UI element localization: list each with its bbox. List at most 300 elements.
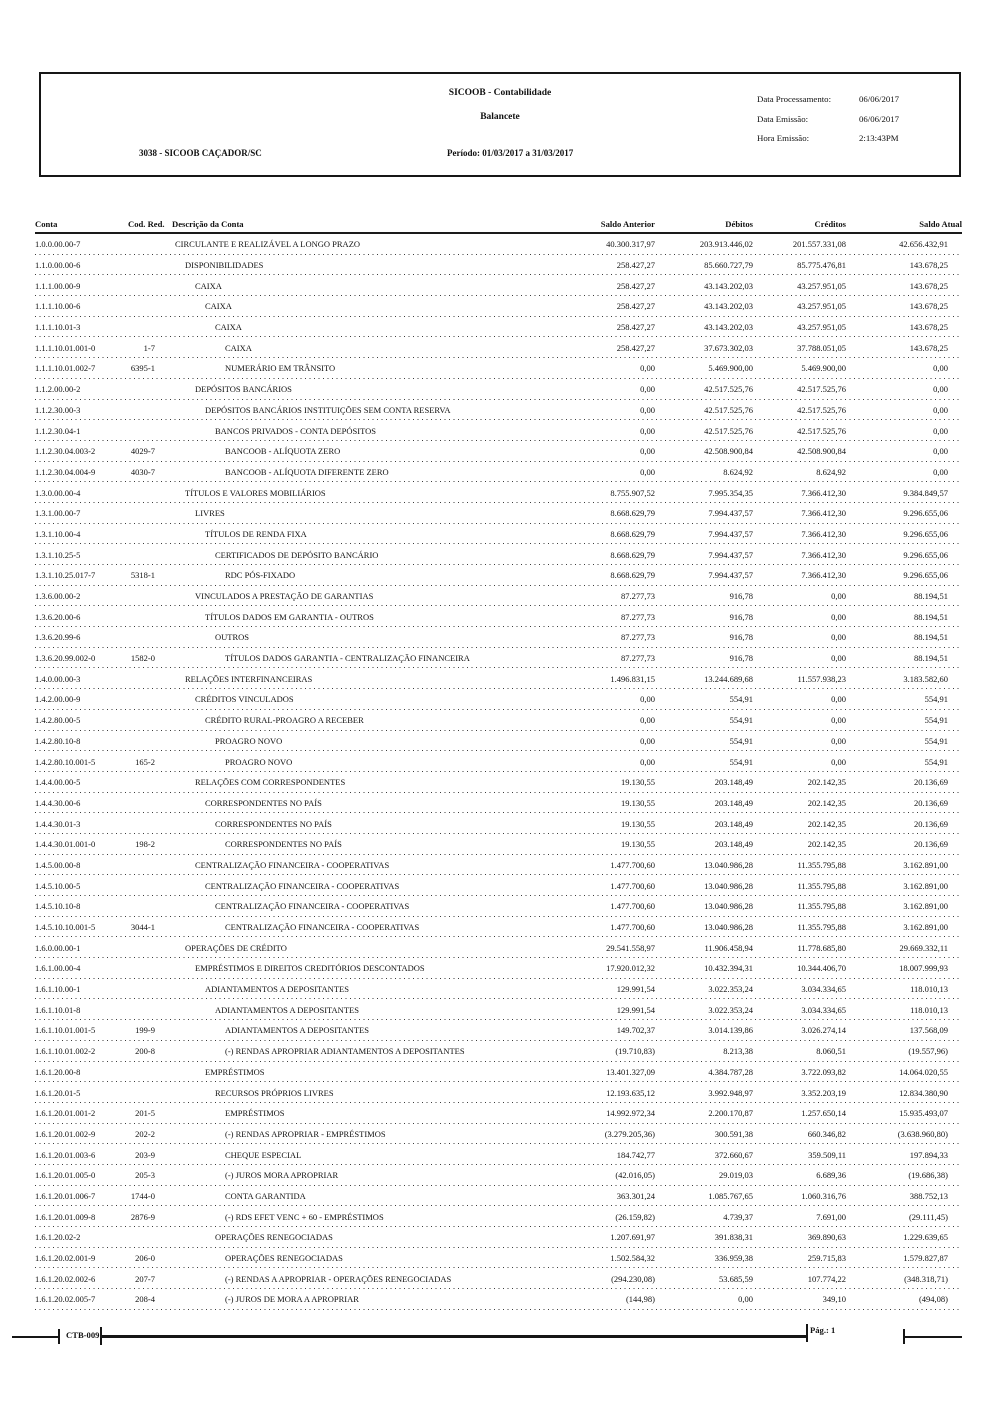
- account-code-cell: 1.1.2.30.04.003-2: [35, 446, 96, 457]
- saldo-atual-cell: 0,00: [933, 404, 948, 415]
- saldo-anterior-cell: 0,00: [640, 384, 655, 395]
- creditos-cell: 259.715,83: [807, 1253, 846, 1264]
- table-row: [35, 875, 962, 896]
- saldo-anterior-cell: 8.668.629,79: [610, 570, 655, 581]
- table-row: [35, 793, 962, 814]
- creditos-cell: 0,00: [831, 756, 846, 767]
- reduced-code-cell: 208-4: [135, 1294, 155, 1305]
- accounts-table: [35, 213, 962, 1310]
- debitos-cell: 3.022.353,24: [708, 984, 753, 995]
- table-row: [35, 1206, 962, 1227]
- creditos-cell: 202.142,35: [807, 777, 846, 788]
- creditos-cell: 0,00: [831, 715, 846, 726]
- saldo-anterior-cell: 1.496.831,15: [610, 673, 655, 684]
- debitos-cell: 916,78: [729, 611, 753, 622]
- table-row: [35, 565, 962, 586]
- description-cell: BANCOS PRIVADOS - CONTA DEPÓSITOS: [215, 425, 377, 436]
- saldo-atual-cell: 88.194,51: [914, 611, 948, 622]
- debitos-cell: 203.913.446,02: [699, 239, 753, 250]
- debitos-cell: 1.085.767,65: [708, 1190, 753, 1201]
- account-code-cell: 1.1.0.00.00-6: [35, 260, 81, 271]
- account-code-cell: 1.1.2.00.00-2: [35, 384, 81, 395]
- account-code-cell: 1.6.1.10.00-1: [35, 984, 81, 995]
- creditos-cell: 369.890,63: [807, 1232, 846, 1243]
- table-row: [35, 503, 962, 524]
- debitos-cell: 3.022.353,24: [708, 1004, 753, 1015]
- saldo-atual-cell: 9.296.655,06: [903, 570, 948, 581]
- saldo-atual-cell: 20.136,69: [914, 839, 948, 850]
- description-cell: OPERAÇÕES DE CRÉDITO: [185, 942, 287, 953]
- description-cell: EMPRÉSTIMOS: [225, 1108, 285, 1119]
- table-row: [35, 1082, 962, 1103]
- account-code-cell: 1.4.2.80.10.001-5: [35, 756, 96, 767]
- saldo-atual-cell: 143.678,25: [909, 301, 948, 312]
- table-row: [35, 1124, 962, 1145]
- reduced-code-cell: 4029-7: [130, 446, 155, 457]
- creditos-cell: 11.778.685,80: [797, 942, 846, 953]
- saldo-anterior-cell: 8.668.629,79: [610, 528, 655, 539]
- saldo-anterior-cell: 1.207.691,97: [610, 1232, 655, 1243]
- saldo-atual-cell: 88.194,51: [914, 591, 948, 602]
- report-subtitle: Balancete: [480, 112, 520, 122]
- debitos-cell: 4.384.787,28: [708, 1066, 753, 1077]
- saldo-atual-cell: (494,08): [918, 1294, 948, 1305]
- saldo-anterior-cell: 0,00: [640, 466, 655, 477]
- saldo-anterior-cell: 258.427,27: [616, 280, 655, 291]
- creditos-cell: 43.257.951,05: [797, 322, 846, 333]
- account-code-cell: 1.4.0.00.00-3: [35, 673, 81, 684]
- table-row: [35, 751, 962, 772]
- table-row: [35, 731, 962, 752]
- account-code-cell: 1.6.1.10.01-8: [35, 1004, 81, 1015]
- description-cell: EMPRÉSTIMOS E DIREITOS CREDITÓRIOS DESCONTADOS: [195, 963, 425, 974]
- table-row: [35, 255, 962, 276]
- saldo-anterior-cell: 129.991,54: [616, 984, 655, 995]
- saldo-anterior-cell: (294.230,08): [611, 1273, 655, 1284]
- saldo-atual-cell: 554,91: [924, 756, 948, 767]
- table-row: [35, 710, 962, 731]
- reduced-code-cell: 207-7: [135, 1273, 155, 1284]
- saldo-anterior-cell: 0,00: [640, 735, 655, 746]
- saldo-atual-cell: 197.894,33: [909, 1149, 948, 1160]
- entity-name: 3038 - SICOOB CAÇADOR/SC: [139, 148, 262, 158]
- footer-page-bar: [806, 1324, 808, 1342]
- description-cell: (-) JUROS MORA APROPRIAR: [225, 1170, 339, 1181]
- table-row: [35, 1165, 962, 1186]
- saldo-anterior-cell: 40.300.317,97: [606, 239, 655, 250]
- account-code-cell: 1.4.4.30.01-3: [35, 818, 81, 829]
- table-row: [35, 400, 962, 421]
- debitos-cell: 43.143.202,03: [704, 301, 753, 312]
- creditos-cell: 0,00: [831, 632, 846, 643]
- creditos-cell: 1.257.650,14: [801, 1108, 846, 1119]
- saldo-anterior-cell: 184.742,77: [616, 1149, 655, 1160]
- description-cell: CIRCULANTE E REALIZÁVEL A LONGO PRAZO: [175, 239, 361, 250]
- saldo-anterior-cell: 87.277,73: [621, 591, 655, 602]
- account-code-cell: 1.4.5.00.00-8: [35, 859, 81, 870]
- account-code-cell: 1.6.1.20.01.001-2: [35, 1108, 96, 1119]
- debitos-cell: 13.244.689,68: [704, 673, 753, 684]
- account-code-cell: 1.1.2.30.04.004-9: [35, 466, 96, 477]
- saldo-atual-cell: 9.296.655,06: [903, 528, 948, 539]
- description-cell: CORRESPONDENTES NO PAÍS: [215, 818, 332, 829]
- saldo-anterior-cell: 17.920.012,32: [606, 963, 655, 974]
- page-number-label: Pág.: 1: [810, 1325, 836, 1335]
- footer-main-line: [100, 1335, 806, 1338]
- table-row: [35, 689, 962, 710]
- saldo-anterior-cell: (26.159,82): [615, 1211, 655, 1222]
- debitos-cell: 203.148,49: [714, 818, 753, 829]
- description-cell: CENTRALIZAÇÃO FINANCEIRA - COOPERATIVAS: [225, 922, 420, 933]
- table-row: [35, 834, 962, 855]
- debitos-cell: 336.959,38: [714, 1253, 753, 1264]
- account-code-cell: 1.6.1.20.02.002-6: [35, 1273, 96, 1284]
- debitos-cell: 11.906.458,94: [704, 942, 753, 953]
- reduced-code-cell: 206-0: [135, 1253, 155, 1264]
- saldo-anterior-cell: 1.477.700,60: [610, 859, 655, 870]
- description-cell: DEPÓSITOS BANCÁRIOS: [195, 384, 292, 395]
- creditos-cell: 3.722.093,82: [801, 1066, 846, 1077]
- account-code-cell: 1.6.1.20.02-2: [35, 1232, 81, 1243]
- creditos-cell: 6.689,36: [816, 1170, 846, 1181]
- column-header-creditos: Créditos: [814, 219, 846, 229]
- saldo-atual-cell: 9.296.655,06: [903, 549, 948, 560]
- account-code-cell: 1.6.1.00.00-4: [35, 963, 81, 974]
- reduced-code-cell: 3044-1: [130, 922, 155, 933]
- description-cell: CHEQUE ESPECIAL: [225, 1149, 302, 1160]
- table-row: [35, 772, 962, 793]
- description-cell: (-) RENDAS A APROPRIAR - OPERAÇÕES RENEGOCIADAS: [225, 1273, 452, 1284]
- debitos-cell: 4.739,37: [723, 1211, 753, 1222]
- reduced-code-cell: 165-2: [135, 756, 155, 767]
- table-row: [35, 1041, 962, 1062]
- account-code-cell: 1.6.1.20.01.009-8: [35, 1211, 96, 1222]
- debitos-cell: 85.660.727,79: [704, 260, 753, 271]
- table-row: [35, 234, 962, 255]
- description-cell: CAIXA: [205, 301, 232, 312]
- saldo-anterior-cell: 8.668.629,79: [610, 549, 655, 560]
- table-row: [35, 917, 962, 938]
- saldo-anterior-cell: 14.992.972,34: [606, 1108, 655, 1119]
- account-code-cell: 1.1.1.10.00-6: [35, 301, 81, 312]
- creditos-cell: 7.691,00: [816, 1211, 846, 1222]
- saldo-atual-cell: 0,00: [933, 425, 948, 436]
- saldo-atual-cell: 20.136,69: [914, 818, 948, 829]
- description-cell: PROAGRO NOVO: [215, 735, 283, 746]
- description-cell: BANCOOB - ALÍQUOTA DIFERENTE ZERO: [225, 466, 389, 477]
- saldo-anterior-cell: (19.710,83): [615, 1046, 655, 1057]
- saldo-atual-cell: 15.935.493,07: [899, 1108, 948, 1119]
- account-code-cell: 1.4.5.10.10.001-5: [35, 922, 96, 933]
- description-cell: TÍTULOS E VALORES MOBILIÁRIOS: [185, 487, 326, 498]
- table-row: [35, 1268, 962, 1289]
- description-cell: EMPRÉSTIMOS: [205, 1066, 265, 1077]
- description-cell: CORRESPONDENTES NO PAÍS: [225, 839, 342, 850]
- description-cell: RELAÇÕES COM CORRESPONDENTES: [195, 777, 346, 788]
- table-row: [35, 1020, 962, 1041]
- table-row: [35, 999, 962, 1020]
- saldo-anterior-cell: 363.301,24: [616, 1190, 655, 1201]
- debitos-cell: 53.685,59: [719, 1273, 753, 1284]
- description-cell: BANCOOB - ALÍQUOTA ZERO: [225, 446, 341, 457]
- meta-label: Hora Emissão:: [757, 133, 810, 143]
- debitos-cell: 8.213,38: [723, 1046, 753, 1057]
- account-code-cell: 1.6.0.00.00-1: [35, 942, 81, 953]
- description-cell: RDC PÓS-FIXADO: [225, 570, 296, 581]
- table-row: [35, 544, 962, 565]
- creditos-cell: 202.142,35: [807, 797, 846, 808]
- table-row: [35, 668, 962, 689]
- saldo-atual-cell: 14.064.020,55: [899, 1066, 948, 1077]
- table-row: [35, 1289, 962, 1310]
- table-row: [35, 1144, 962, 1165]
- creditos-cell: 11.355.795,88: [797, 901, 846, 912]
- report-meta: [757, 94, 957, 153]
- doc-code-label: CTB-009: [66, 1330, 100, 1340]
- description-cell: LIVRES: [195, 508, 225, 519]
- description-cell: (-) RDS EFET VENC + 60 - EMPRÉSTIMOS: [225, 1211, 384, 1222]
- saldo-atual-cell: 29.669.332,11: [899, 942, 948, 953]
- column-header-saldo-anterior: Saldo Anterior: [600, 219, 655, 229]
- saldo-anterior-cell: 1.477.700,60: [610, 880, 655, 891]
- saldo-anterior-cell: (3.279.205,36): [604, 1128, 655, 1139]
- saldo-atual-cell: 554,91: [924, 694, 948, 705]
- account-code-cell: 1.3.6.00.00-2: [35, 591, 81, 602]
- table-header-row: [35, 213, 962, 234]
- saldo-anterior-cell: 87.277,73: [621, 653, 655, 664]
- account-code-cell: 1.4.5.10.00-5: [35, 880, 81, 891]
- debitos-cell: 7.994.437,57: [708, 570, 753, 581]
- saldo-atual-cell: (19.686,38): [908, 1170, 948, 1181]
- table-row: [35, 627, 962, 648]
- footer-right-line: [903, 1336, 962, 1338]
- saldo-atual-cell: 9.296.655,06: [903, 508, 948, 519]
- creditos-cell: 359.509,11: [808, 1149, 846, 1160]
- saldo-anterior-cell: 19.130,55: [621, 839, 655, 850]
- description-cell: DISPONIBILIDADES: [185, 260, 264, 271]
- saldo-anterior-cell: 129.991,54: [616, 1004, 655, 1015]
- debitos-cell: 13.040.986,28: [704, 880, 753, 891]
- meta-row-emission-date: [757, 114, 957, 124]
- creditos-cell: 11.355.795,88: [797, 922, 846, 933]
- creditos-cell: 43.257.951,05: [797, 301, 846, 312]
- debitos-cell: 0,00: [738, 1294, 753, 1305]
- creditos-cell: 107.774,22: [807, 1273, 846, 1284]
- table-row: [35, 1103, 962, 1124]
- saldo-atual-cell: (29.111,45): [908, 1211, 948, 1222]
- debitos-cell: 42.517.525,76: [704, 425, 753, 436]
- account-code-cell: 1.4.2.80.00-5: [35, 715, 81, 726]
- description-cell: CRÉDITOS VINCULADOS: [195, 694, 294, 705]
- account-code-cell: 1.1.2.30.04-1: [35, 425, 81, 436]
- column-header-cod-red: Cod. Red.: [128, 219, 165, 229]
- table-row: [35, 1248, 962, 1269]
- table-row: [35, 813, 962, 834]
- saldo-atual-cell: 388.752,13: [909, 1190, 948, 1201]
- saldo-atual-cell: 0,00: [933, 446, 948, 457]
- table-row: [35, 648, 962, 669]
- debitos-cell: 916,78: [729, 653, 753, 664]
- saldo-anterior-cell: 8.668.629,79: [610, 508, 655, 519]
- debitos-cell: 43.143.202,03: [704, 322, 753, 333]
- table-row: [35, 1227, 962, 1248]
- account-code-cell: 1.6.1.20.01-5: [35, 1087, 81, 1098]
- creditos-cell: 7.366.412,30: [801, 528, 846, 539]
- account-code-cell: 1.6.1.20.02.005-7: [35, 1294, 96, 1305]
- description-cell: (-) JUROS DE MORA A APROPRIAR: [225, 1294, 359, 1305]
- creditos-cell: 7.366.412,30: [801, 487, 846, 498]
- description-cell: (-) RENDAS APROPRIAR ADIANTAMENTOS A DEPOSITANTES: [225, 1046, 465, 1057]
- creditos-cell: 11.355.795,88: [797, 859, 846, 870]
- saldo-atual-cell: 12.834.380,90: [899, 1087, 948, 1098]
- saldo-atual-cell: (19.557,96): [908, 1046, 948, 1057]
- saldo-anterior-cell: 0,00: [640, 715, 655, 726]
- account-code-cell: 1.1.1.10.01-3: [35, 322, 81, 333]
- description-cell: (-) RENDAS APROPRIAR - EMPRÉSTIMOS: [225, 1128, 386, 1139]
- debitos-cell: 203.148,49: [714, 839, 753, 850]
- saldo-anterior-cell: 0,00: [640, 425, 655, 436]
- saldo-anterior-cell: 1.502.584,32: [610, 1253, 655, 1264]
- account-code-cell: 1.6.1.20.01.006-7: [35, 1190, 96, 1201]
- account-code-cell: 1.3.6.20.99-6: [35, 632, 81, 643]
- saldo-anterior-cell: 8.755.907,52: [610, 487, 655, 498]
- reduced-code-cell: 1-7: [143, 342, 155, 353]
- column-header-conta: Conta: [35, 219, 58, 229]
- column-header-debitos: Débitos: [725, 219, 753, 229]
- column-header-saldo-atual: Saldo Atual: [919, 219, 962, 229]
- meta-label: Data Emissão:: [757, 113, 809, 124]
- saldo-atual-cell: 88.194,51: [914, 653, 948, 664]
- debitos-cell: 7.994.437,57: [708, 528, 753, 539]
- saldo-atual-cell: 9.384.849,57: [903, 487, 948, 498]
- debitos-cell: 391.838,31: [714, 1232, 753, 1243]
- debitos-cell: 13.040.986,28: [704, 859, 753, 870]
- debitos-cell: 29.019,03: [719, 1170, 753, 1181]
- saldo-anterior-cell: 258.427,27: [616, 301, 655, 312]
- table-row: [35, 317, 962, 338]
- meta-label: Data Processamento:: [757, 94, 832, 104]
- account-code-cell: 1.1.1.00.00-9: [35, 280, 81, 291]
- saldo-anterior-cell: 1.477.700,60: [610, 922, 655, 933]
- debitos-cell: 5.469.900,00: [708, 363, 753, 374]
- debitos-cell: 8.624,92: [723, 466, 753, 477]
- description-cell: ADIANTAMENTOS A DEPOSITANTES: [205, 984, 349, 995]
- creditos-cell: 37.788.051,05: [797, 342, 846, 353]
- description-cell: RELAÇÕES INTERFINANCEIRAS: [185, 673, 313, 684]
- description-cell: TÍTULOS DE RENDA FIXA: [205, 528, 307, 539]
- account-code-cell: 1.3.1.10.00-4: [35, 528, 81, 539]
- table-row: [35, 524, 962, 545]
- table-body: [35, 234, 962, 1310]
- table-row: [35, 337, 962, 358]
- debitos-cell: 3.014.139,86: [708, 1025, 753, 1036]
- description-cell: OUTROS: [215, 632, 250, 643]
- creditos-cell: 202.142,35: [807, 839, 846, 850]
- debitos-cell: 554,91: [729, 735, 753, 746]
- description-cell: RECURSOS PRÓPRIOS LIVRES: [215, 1087, 334, 1098]
- reduced-code-cell: 6395-1: [130, 363, 155, 374]
- creditos-cell: 202.142,35: [807, 818, 846, 829]
- saldo-anterior-cell: 258.427,27: [616, 322, 655, 333]
- saldo-atual-cell: 0,00: [933, 384, 948, 395]
- creditos-cell: 3.034.334,65: [801, 1004, 846, 1015]
- reduced-code-cell: 4030-7: [130, 466, 155, 477]
- saldo-atual-cell: 3.162.891,00: [903, 901, 948, 912]
- table-row: [35, 379, 962, 400]
- debitos-cell: 42.517.525,76: [704, 404, 753, 415]
- table-row: [35, 420, 962, 441]
- reduced-code-cell: 1582-0: [130, 653, 155, 664]
- table-row: [35, 462, 962, 483]
- creditos-cell: 3.034.334,65: [801, 984, 846, 995]
- account-code-cell: 1.3.1.10.25.017-7: [35, 570, 96, 581]
- table-row: [35, 937, 962, 958]
- debitos-cell: 13.040.986,28: [704, 901, 753, 912]
- debitos-cell: 10.432.394,31: [704, 963, 753, 974]
- creditos-cell: 85.775.476,81: [797, 260, 846, 271]
- account-code-cell: 1.6.1.10.01.002-2: [35, 1046, 96, 1057]
- saldo-atual-cell: 118.010,13: [910, 1004, 948, 1015]
- creditos-cell: 7.366.412,30: [801, 549, 846, 560]
- creditos-cell: 0,00: [831, 735, 846, 746]
- saldo-atual-cell: 3.162.891,00: [903, 922, 948, 933]
- saldo-atual-cell: 143.678,25: [909, 322, 948, 333]
- footer-left-tick: [58, 1329, 60, 1344]
- creditos-cell: 0,00: [831, 591, 846, 602]
- table-row: [35, 296, 962, 317]
- saldo-anterior-cell: 0,00: [640, 694, 655, 705]
- description-cell: DEPÓSITOS BANCÁRIOS INSTITUIÇÕES SEM CONTA RESERVA: [205, 404, 451, 415]
- saldo-atual-cell: 554,91: [924, 735, 948, 746]
- description-cell: TÍTULOS DADOS GARANTIA - CENTRALIZAÇÃO FINANCEIRA: [225, 653, 470, 664]
- reduced-code-cell: 203-9: [135, 1149, 155, 1160]
- creditos-cell: 3.026.274,14: [801, 1025, 846, 1036]
- debitos-cell: 916,78: [729, 632, 753, 643]
- saldo-anterior-cell: 0,00: [640, 404, 655, 415]
- table-row: [35, 275, 962, 296]
- meta-value: 2:13:43PM: [859, 133, 899, 143]
- creditos-cell: 660.346,82: [807, 1128, 846, 1139]
- description-cell: TÍTULOS DADOS EM GARANTIA - OUTROS: [205, 611, 374, 622]
- description-cell: OPERAÇÕES RENEGOCIADAS: [225, 1253, 343, 1264]
- account-code-cell: 1.3.1.00.00-7: [35, 508, 81, 519]
- meta-value: 06/06/2017: [859, 113, 900, 124]
- saldo-anterior-cell: 1.477.700,60: [610, 901, 655, 912]
- debitos-cell: 554,91: [729, 694, 753, 705]
- creditos-cell: 11.355.795,88: [797, 880, 846, 891]
- account-code-cell: 1.1.1.10.01.001-0: [35, 342, 96, 353]
- description-cell: CENTRALIZAÇÃO FINANCEIRA - COOPERATIVAS: [195, 859, 390, 870]
- reduced-code-cell: 198-2: [135, 839, 155, 850]
- saldo-atual-cell: 1.579.827,87: [903, 1253, 948, 1264]
- table-row: [35, 586, 962, 607]
- creditos-cell: 10.344.406,70: [797, 963, 846, 974]
- report-title: SICOOB - Contabilidade: [448, 88, 552, 98]
- account-code-cell: 1.0.0.00.00-7: [35, 239, 81, 250]
- column-header-descricao: Descrição da Conta: [172, 219, 244, 229]
- reduced-code-cell: 202-2: [135, 1128, 155, 1139]
- saldo-atual-cell: 20.136,69: [914, 777, 948, 788]
- debitos-cell: 554,91: [729, 756, 753, 767]
- reduced-code-cell: 199-9: [135, 1025, 155, 1036]
- table-row: [35, 606, 962, 627]
- saldo-anterior-cell: (144,98): [625, 1294, 655, 1305]
- account-code-cell: 1.3.6.20.00-6: [35, 611, 81, 622]
- account-code-cell: 1.3.6.20.99.002-0: [35, 653, 96, 664]
- description-cell: CENTRALIZAÇÃO FINANCEIRA - COOPERATIVAS: [205, 880, 400, 891]
- debitos-cell: 7.995.354,35: [708, 487, 753, 498]
- reduced-code-cell: 201-5: [135, 1108, 155, 1119]
